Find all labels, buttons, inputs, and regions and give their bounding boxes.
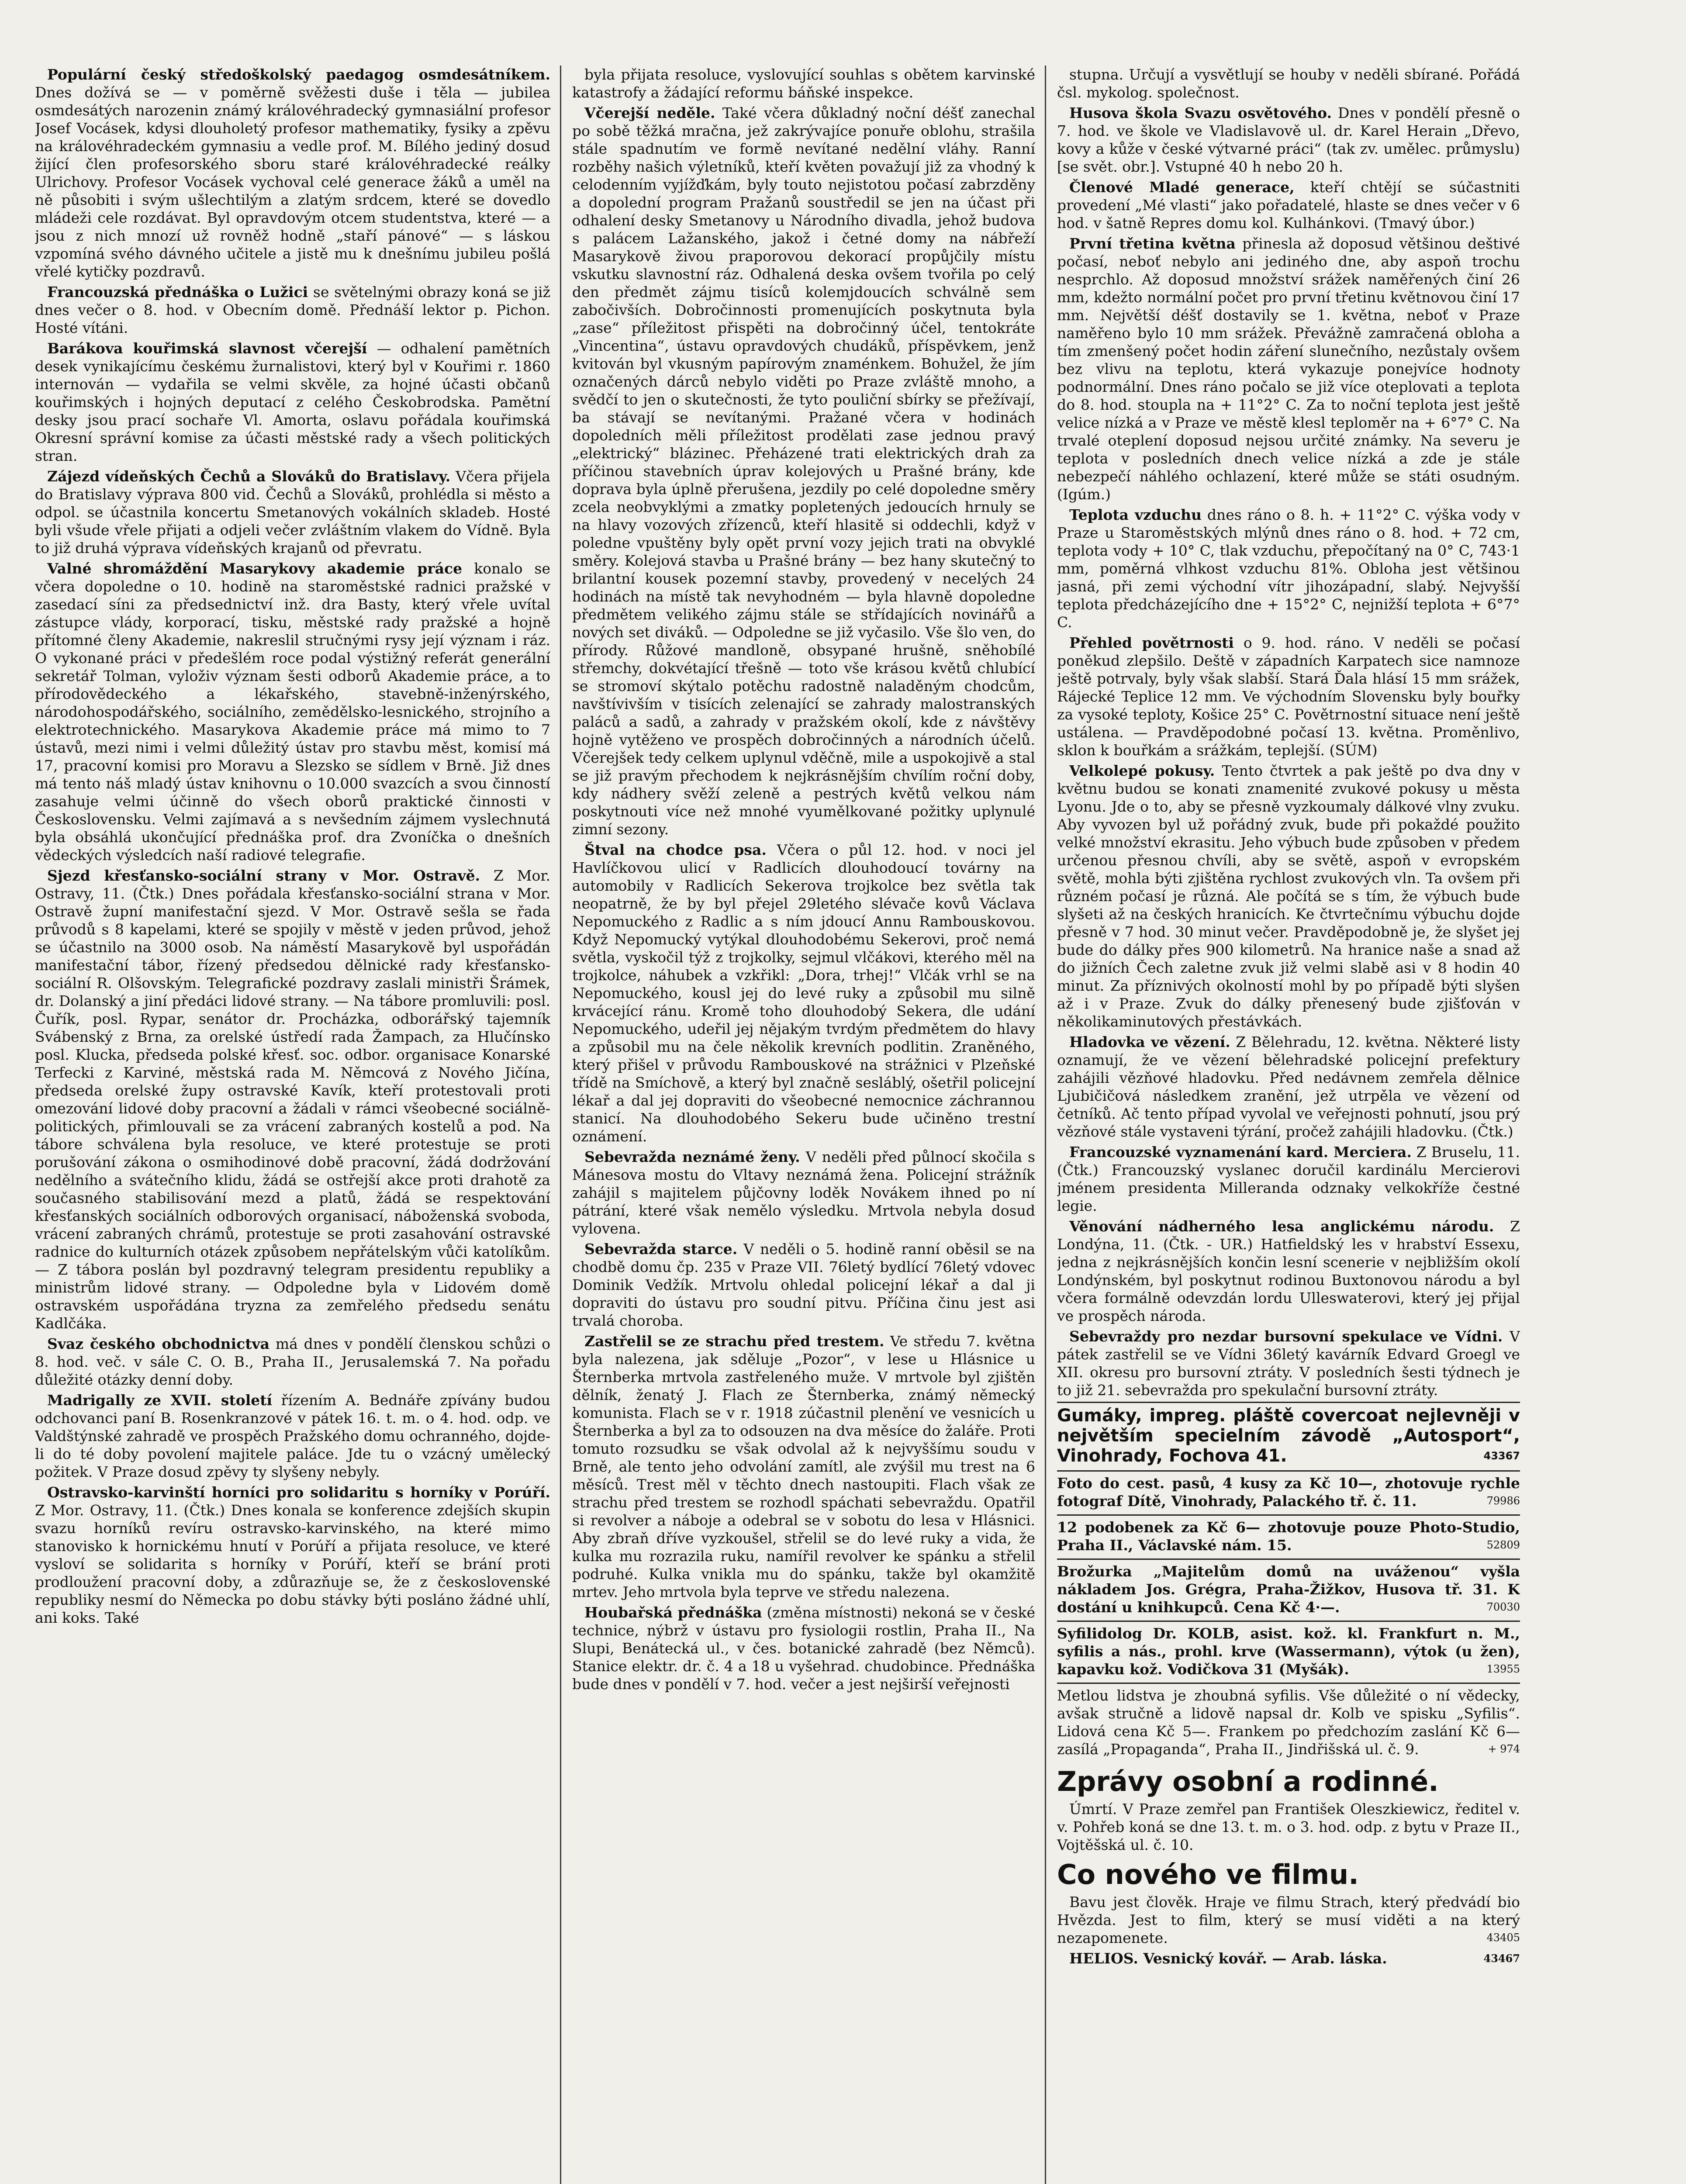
ad-gumaky: Gumáky, impreg. pláště covercoat nejlevněji v největším specielním závodě „Autosport“, Vinohrady, Fochova 41. 43367 — [1057, 1402, 1520, 1469]
article — [35, 1335, 550, 1389]
article — [35, 867, 550, 1332]
section-title-zpravy: Zprávy osobní a rodinné. — [1057, 1766, 1439, 1797]
article-text: Z Mor. Ostravy, 11. (Čtk.) Dnes konala se konference zdejších skupin svazu horníků revíru ostravsko-karvinského, na které mimo stanovisko k hornickému hnutí v Porúří a přijata resoluce, ve které vysloví se solidarita s horníky v Porúří, kteří se brání proti prodloužení pracovní doby, a zdůrazňuje se, že z československé republiky nesmí do Německa po dobu stávky býti posláno žádné uhlí, ani koks. Také — [35, 1502, 550, 1626]
article — [572, 1240, 1035, 1330]
article-headline: Husova škola Svazu osvětového. — [1069, 104, 1332, 121]
article — [35, 1391, 550, 1481]
article — [35, 283, 550, 337]
article — [35, 560, 550, 864]
article — [35, 66, 550, 280]
article-text: se světelnými obrazy koná se již dnes večer o 8. hod. v Obecním domě. Přednáší lektor p. Pichon. Hosté vítáni. — [35, 283, 550, 336]
article-headline: Členové Mladé generace, — [1069, 179, 1295, 196]
article-headline: Houbařská přednáška — [584, 1604, 762, 1621]
article-headline: Přehled povětrnosti — [1069, 634, 1234, 651]
ad-podobenky: 12 podobenek za Kč 6— zhotovuje pouze Photo-Studio, Praha II., Václavské nám. 15. 52809 — [1057, 1514, 1520, 1557]
article-text: Dnes v pondělí přesně o 7. hod. ve škole ve Vladislavově ul. dr. Karel Herain „Dřevo, kovy a kůže v české výtvarné práci“ (tak zv. umělec. průmyslu) [se svět. obr.]. Vstupné 40 h nebo 20 h. — [1057, 104, 1520, 175]
article — [1057, 235, 1520, 503]
ad-brozurka: Brožurka „Majitelům domů na uváženou“ vyšla nákladem Jos. Grégra, Praha-Žižkov, Husova tř. 31. K dostání u knihkupců. Cena Kč 4·—. 70030 — [1057, 1559, 1520, 1619]
article-headline: Madrigally ze XVII. století — [47, 1392, 273, 1409]
article — [1057, 1143, 1520, 1215]
article — [35, 467, 550, 557]
article-text: Také včera důkladný noční déšť zanechal po sobě těžká mračna, jež zakrývajíce ponuře oblohu, strašila stále spadnutím ve formě nevítané nedělní vláhy. Ranní rozběhy našich výletníků, kteří květen považují již za vhodný k celodenním vyjížďkám, byly touto nejistotou počasí zabrzděny a dopolední program Pražanů soustředil se jen na účast při odhalení desky Smetanovy u Národního divadla, jehož budova s palácem Lažanského, jakož i četné domy na nábřeží Masarykově živou praporovou dekorací propůjčily místu vskutku slavnostní ráz. Odhalená deska ovšem tvořila po celý den předmět zájmu tisíců kolemjdoucích schválně sem zabočivších. Dobročinnosti promenujících poskytnuta byla „zase“ příležitost přispěti na dobročinný účel, tentokráte „Vincentina“, ústavu opravdových chudáků, příspěvkem, jenž kvitován byl vkusným papírovým znaménkem. Bohužel, že jím označených dárců nebylo viděti po Praze zvláště mnoho, a svědčí to jen o skutečnosti, že tyto pouliční sbírky se přežívají, ba stávají se nevítanými. Pražané včera v hodinách dopoledních měli příležitost prodělati zase jednou pravý „elektrický“ blázinec. Přeházené trati elektrických drah za příčinou stavebních úprav kolejových u Prašné brány, kde doprava byla úplně přerušena, jezdily po celé dopoledne směry zcela neobvyklými a zmatky popletených jedoucích hrnuly se na hlavy vozových zřízenců, kteří hlasitě si oddechli, když v poledne vpuštěny byly opět první vozy jejich trati na obvyklé směry. Kolejová stavba u Prašné brány — bez hany skutečný to brilantní kousek pozemní stavby, provedený v necelých 24 hodinách na místě tak nevyhodném — byla hlavně dopoledne předmětem velikého zájmu stále se střídajících novinářů a nových set diváků. — Odpoledne se již vyčasilo. Vše šlo ven, do přírody. Růžové mandloně, obsypané hrušně, sněhobílé střemchy, dokvétající třešně — toto vše krásou květů chlubící se stromoví skýtalo potěchu radostně naladěným chodcům, navštívivším v tisících zelenající se zahrady malostranských paláců a sadů, a zahrady v pražském okolí, kde z návštěvy hojně vytěženo ve prospěch dobročinných a národních účelů. Včerejšek tedy celkem uplynul vděčně, mile a uspokojivě a stal se již pravým přechodem k nejkrásnějším chvílím roční doby, kdy nádhery svěží zeleně a pestrých květů velkou nám poskytnouti více než mnohé vyumělkované požitky uplynulé zimní sezony. — [572, 104, 1035, 838]
article-text: kteří chtějí se súčastniti provedení „Mé vlasti“ jako pořadatelé, hlaste se dnes večer v 6 hod. v šatně Repres domu kol. Kulhánkovi. (Tmavý úbor.) — [1057, 179, 1520, 232]
article-text: Z Bruselu, 11. (Čtk.) Francouzský vyslanec doručil kardinálu Mercierovi jménem presidenta Millerandа odznaky velkokříže čestné legie. — [1057, 1144, 1520, 1214]
article-headline: Štval na chodce psa. — [584, 841, 767, 858]
article-text: přinesla až doposud většinou deštivé počasí, neboť nebylo ani jediného dne, aby aspoň trochu nesprchlo. Až doposud množství srážek naměřených činí 26 mm, kdežto normální počet pro první třetinu květnovou činí 17 mm. Největší déšť dostavily se 1. května, neboť v Praze naměřeno bylo 10 mm srážek. Převážně zamračená obloha a tím zmenšený počet hodin záření slunečního, nezůstaly ovšem bez vlivu na teplotu, která vykazuje ponejvíce hodnoty podnormální. Dnes ráno počalo se již více oteplovati a teplota do 8. hod. stoupla na + 11°2° C. Za to noční teplota jest ještě velice nízká a v Praze ve městě klesl teploměr na + 6°7° C. Na trvalé oteplení doposud nejsou určité známky. Na severu je teplota v posledních dnech velice nízká a zde je stále nebezpečí náhlého ochlazení, které může se státi osudným. (Igúm.) — [1057, 235, 1520, 503]
article-headline: Francouzská přednáška o Lužici — [47, 283, 308, 301]
notice-film: Bavu jest člověk. Hraje ve filmu Strach, který předvádí bio Hvězda. Jest to film, který se musí viděti a na který nezapomenete. 43405 — [1057, 1894, 1520, 1946]
article-headline: Barákova kouřimská slavnost včerejší — [47, 340, 367, 357]
article-headline: Svaz českého obchodnictva — [47, 1335, 270, 1352]
article-headline: Sebevražda starce. — [584, 1241, 738, 1258]
article-headline: Populární český středoškolský paedagog osmdesátníkem. — [47, 66, 550, 83]
article — [572, 1332, 1035, 1601]
article-headline: Včerejší neděle. — [584, 104, 715, 121]
article-headline: Sebevraždy pro nezdar bursovní spekulace ve Vídni. — [1069, 1328, 1503, 1345]
article-headline: Věnování nádherného lesa anglickému národu. — [1069, 1218, 1494, 1235]
section-title-film: Co nového ve filmu. — [1057, 1859, 1359, 1890]
column-divider — [1045, 66, 1046, 2184]
article-headline: Zájezd vídeňských Čechů a Slováků do Bratislavy. — [47, 468, 451, 485]
column-3 — [1057, 66, 1520, 2184]
article-text: konalo se včera dopoledne o 10. hodině na staroměstské radnici pražské v zasedací síni za předsednictví inž. dra Basty, který vřele uvítal zástupce vlády, korporací, tisku, městské rady pražské a hojně přítomné členy Akademie, nakreslil stručnými rysy její význam i ráz. O vykonané práci v předešlém roce podal výstižný referát generální sekretář Tolman, vyloživ význam šesti odborů Akademie práce, a to přírodovědeckého a lékařského, stavebně-inženýrského, národohospodářského, sociálního, zemědělsko-lesnického, strojního a elektrotechnického. Masarykova Akademie práce má mimo to 7 ústavů, mezi nimi i velmi důležitý ústav pro stavbu měst, komisí má 17, pracovní komisi pro Moravu a Slezsko se sídlem v Brně. Již dnes má tento náš mladý ústav knihovnu o 10.000 svazcích a svou činností zasahuje velmi účinně do všech oborů praktické činnosti v Československu. Velmi zajímavá a s nevšedním zájmem vyslechnutá byla obsáhlá ukončující přednáška prof. dra Zvoníčka o dnešních vědeckých výsledcích naší radiové telegrafie. — [35, 560, 550, 864]
article-text: — odhalení pamětních desek vynikajícímu českému žurnalistovi, který byl v Kouřimi r. 1860 internován — vydařila se velmi skvěle, za hojné účasti občanů kouřimských i hojných deputací z celého Českobrodska. Pamětní desky jsou prací sochaře Vl. Amorta, oslavu pořádala kouřimská Okresní správní komise za účasti městské rady a všech politických stran. — [35, 340, 550, 464]
article-text: Ve středu 7. května byla nalezena, jak sděluje „Pozor“, v lese u Hlásnice u Šternberka mrtvola zastřeleného muže. V mrtvole byl zjištěn dělník, ženatý J. Flach ze Šternberka, známý německý komunista. Flach se v r. 1918 zúčastnil plenění ve vesnicích u Šternberka a byl za to odsouzen na dva měsíce do žaláře. Proti tomuto rozsudku se však odvolal až k nejvyššímu soudu v Brně, ale tento jeho odvolání zamítl, ale zvýšil mu trest na 6 měsíců. Trest měl v těchto dnech nastoupiti. Flach však ze strachu před trestem se rozhodl spáchati sebevraždu. Opatřil si revolver a náboje a odebral se v sobotu do lesa v Hlásnici. Aby zbraň dříve vyzkoušel, střelil se do levé ruky a vida, že kulka mu rozrazila ruku, namířil revolver ke spánku a střelil podruhé. Kulka vnikla mu do spánku, takže byl okamžitě mrtev. Jeho mrtvola byla teprve ve středu nalezena. — [572, 1333, 1035, 1600]
article — [1057, 178, 1520, 232]
article-text: V neděli před půlnocí skočila s Mánesova mostu do Vltavy neznámá žena. Policejní strážník zahájil s majitelem půjčovny loděk Novákem ihned po ní pátrání, které však nemělo výsledku. Mrtvola nebyla dosud vylovena. — [572, 1148, 1035, 1237]
article — [1057, 634, 1520, 759]
article — [572, 1603, 1035, 1693]
article-text: o 9. hod. ráno. V neděli se počasí poněkud zlepšilo. Deště v západních Karpatech sice namnoze ještě potrvaly, byly však slabší. Stará Ďala hlásí 15 mm srážek, Rájecké Teplice 12 mm. Ve východním Slovensku byly bouřky za vysoké teploty, Košice 25° C. Povětrnostní situace není ještě ustálena. — Pravděpodobné počasí 13. května. Proměnlivo, sklon k bouřkám a srážkám, teplejší. (SÚM) — [1057, 634, 1520, 759]
article-headline: Francouzské vyznamenání kard. Merciera. — [1069, 1144, 1412, 1161]
article-text: Včera o půl 12. hod. v noci jel Havlíčkovou ulicí v Radlicích dlouhodoucí továrny na automobily v Radlicích Sekerova trojkolce bez světla tak neopatrně, že by byl přejel 29letého slévače kovů Václava Nepomuckého z Radlic a s ním jdoucí Annu Rambouskovou. Když Nepomucký vytýkal dlouhodobému Sekerovi, proč nemá světla, vyskočil týž z trojkolky, sejmul vlčákovi, kterého měl na trojkolce, náhubek a vzkřikl: „Dora, trhej!“ Vlčák vrhl se na Nepomuckého, kousl jej do levé ruky a způsobil mu silně krvácející ránu. Kromě toho dlouhodobý Sekera, dle udání Nepomuckého, udeřil jej nějakým tvrdým předmětem do hlavy a způsobil mu na čele několik krevních podlitin. Zraněného, který přišel v průvodu Rambouskové na strážnici v Plzeňské třídě na Smíchově, a který byl značně sesláblý, ošetřil policejní lékař a dal jej dopraviti do všeobecné nemocnice záchrannou stanicí. Na dlouhodobého Sekeru bude učiněno trestní oznámení. — [572, 841, 1035, 1145]
article — [1057, 762, 1520, 1030]
column-divider — [560, 66, 561, 2184]
article-headline: Ostravsko-karvinští horníci pro solidaritu s horníky v Porúří. — [47, 1484, 550, 1501]
column-1 — [35, 66, 550, 2184]
article-text: Z Mor. Ostravy, 11. (Čtk.) Dnes pořádala křesťansko-sociální strana v Mor. Ostravě župní manifestační sjezd. V Mor. Ostravě sešla se řada průvodů s 8 kapelami, které se spojily v městě v jeden průvod, jehož se účastnilo na 3000 osob. Na náměstí Masarykově byl uspořádán manifestační tábor, řízený předsedou dělnické rady křesťansko-sociální R. Olšovským. Telegrafické pozdravy zaslali ministři Šrámek, dr. Dolanský a jiní předáci lidové strany. — Na tábore promluvili: posl. Čuřík, posl. Rypar, senátor dr. Procházka, odborářský tajemník Svábenský z Brna, za orelské ústředí rada Žampach, za Hlučínsko posl. Klucka, předseda polské křesť. soc. odbor. organisace Konarské Terfecki z Karviné, městská rada M. Němcová z Nového Jičína, předseda orelské župy ostravské Kavík, kteří protestovali proti omezování lidové doby pracovní a žádali v rámci všeobecné sociálně-politických, přimlouvali se za vrácení zabraných kostelů a pod. Na tábore schválena byla resoluce, ve které protestuje se proti porušování zákona o osmihodinové době pracovní, žádá dodržování nedělního a svátečního klidu, žádá se ostřejší akce proti drahotě za současného stabilisování mezd a platů, žádá se respektování křesťanských sociálních odborových organisací, náboženská svoboda, vrácení zabraných chrámů, protestuje se proti zasahování ostravské radnice do kulturních otázek způsobem nepřátelským vůči katolíkům. — Z tábora poslán byl pozdravný telegram presidentu republiky a ministrům lidové strany. — Odpoledne byla v Lidovém domě ostravském uspořádána tryzna za zemřelého předsedu senátu Kadlčáka. — [35, 867, 550, 1332]
article-headline: Hladovka ve vězení. — [1069, 1033, 1230, 1051]
article-headline: První třetina května — [1069, 235, 1236, 252]
ads-block — [1057, 1402, 1520, 1967]
ad-foto: Foto do cest. pasů, 4 kusy za Kč 10—, zhotovuje rychle fotograf Dítě, Vinohrady, Palackého tř. č. 11. 79986 — [1057, 1470, 1520, 1513]
article — [1057, 506, 1520, 631]
ad-metlou: Metlou lidstva je zhoubná syfilis. Vše důležité o ní vědecky, avšak stručně a lidově napsal dr. Kolb ve spisku „Syfilis“. Lidová cena Kč 5—. Frankem po předchozím zaslání Kč 6— zasílá „Propaganda“, Praha II., Jindřišská ul. č. 9. + 974 — [1057, 1683, 1520, 1761]
article — [572, 841, 1035, 1145]
article — [1057, 1327, 1520, 1399]
article — [35, 339, 550, 465]
article-text: řízením A. Bednáře zpívány budou odchovanci paní B. Rosenkranzové v pátek 16. t. m. o 4. hod. odp. ve Valdštýnské zahradě ve prospěch Pražského domu ochranného, dojde-li do té doby povolení majitele paláce. Jde tu o vzácný umělecký požitek. V Praze dosud zpěvy ty slyšeny nebyly. — [35, 1392, 550, 1480]
article — [572, 66, 1035, 101]
article-headline: Sebevražda neznámé ženy. — [584, 1148, 800, 1165]
article — [1057, 66, 1520, 101]
article-text: Z Londýna, 11. (Čtk. - UR.) Hatfieldský les v hrabství Essexu, jedna z nejkrásnějších končin lesní scenerie v nejbližším okolí Londýnském, byl poskytnut rodinou Buxtonovou národu a byl včera formálně odevzdán lordu Ulleswaterovi, který jej přijal ve prospěch národa. — [1057, 1218, 1520, 1324]
article-text: stupna. Určují a vysvětlují se houby v neděli sbírané. Pořádá čsl. mykolog. společnost. — [1057, 66, 1520, 101]
article-headline: Valné shromáždění Masarykovy akademie práce — [47, 560, 463, 577]
article — [1057, 104, 1520, 176]
article-text: Tento čtvrtek a pak ještě po dva dny v květnu budou se konati znamenité zvukové pokusy u města Lyonu. Jde o to, aby se přesně vyzkoumaly dálkové vlny zvuku. Aby vyvozen byl už pořádný zvuk, bude při pokaždé použito velké množství ekrasitu. Jeho výbuch bude způsoben v předem určenou přesnou chvíli, aby se světě, aspoň v evropském světě, mohla býti zjištěna rychlost zvukových vln. Ta ovšem při různém počasí je různá. Ale počítá se s tím, že výbuch bude slyšeti až na českých hranicích. Ke čtvrtečnímu výbuchu dojde přesně v 7 hod. 30 minut večer. Pravděpodobně je, že slyšet jej bude do dálky přes 900 kilometrů. Na hranice naše a snad až do jižních Čech zaletne zvuk již velmi slabě asi v 8 hodin 40 minut. Za příznivých okolností mohl by po případě býti slyšen až i v Praze. Zvuk do dálky přenesený bude zjišťován v několikaminutových přestávkách. — [1057, 762, 1520, 1030]
article — [572, 104, 1035, 838]
column-2 — [572, 66, 1035, 2184]
article-headline: Velkolepé pokusy. — [1069, 762, 1215, 779]
article-text: V pátek zastřelil se ve Vídni 36letý kavárník Edvard Groegl ve XII. okresu pro bursovní ztráty. V posledních šesti týdnech je to již 21. sebevražda pro spekulační bursovní ztráty. — [1057, 1328, 1520, 1399]
article-text: dnes ráno o 8. h. + 11°2° C. výška vody v Praze u Staroměstských mlýnů dnes ráno o 8. hod. + 72 cm, teplota vody + 10° C, tlak vzduchu, přepočítaný na 0° C, 743·1 mm, poměrná vlhkost vzduchu 81%. Obloha jest většinou jasná, při zemi východní vítr jihozápadní, slabý. Nejvyšší teplota předcházejícího dne + 15°2° C, nejnižší teplota + 6°7° C. — [1057, 506, 1520, 631]
article-headline: Zastřelil se ze strachu před trestem. — [584, 1333, 884, 1350]
article-text: Z Bělehradu, 12. května. Některé listy oznamují, že ve vězení bělehradské policejní prefektury zahájili vězňové hladovku. Před nedávnem zemřela dělnice Ljubičičová následkem zranění, jež utrpěla ve vězení od četníků. Ač tento případ vyvolal ve veřejnosti pohnutí, jsou prý vězňové stále vystaveni týrání, pročež zahájili hladovku. (Čtk.) — [1057, 1033, 1520, 1140]
article — [1057, 1033, 1520, 1140]
article — [35, 1483, 550, 1627]
article — [572, 1148, 1035, 1237]
article-text: (změna místnosti) nekoná se v české technice, nýbrž v ústavu pro fysiologii rostlin, Praha II., Na Slupi, Benátecká ul., v čes. botanické zahradě (bez Němců). Stanice elektr. dr. č. 4 a 18 u vyšehrad. chudobince. Přednáška bude dnes v pondělí v 7. hod. večer a jest nejširší veřejnosti — [572, 1604, 1035, 1693]
article-text: byla přijata resoluce, vyslovující souhlas s obětem karvinské katastrofy a žádající reformu báňské inspekce. — [572, 66, 1035, 101]
notice-umrti: Úmrtí. V Praze zemřel pan František Oleszkiewicz, ředitel v. v. Pohřeb koná se dne 13. t. m. o 3. hod. odp. z bytu v Praze II., Vojtěšská ul. č. 10. — [1057, 1800, 1520, 1853]
article-text: V neděli o 5. hodině ranní oběsil se na chodbě domu čp. 235 v Praze VII. 76letý bydlící 76letý vdovec Dominik Vedžík. Mrtvolu ohledal policejní lékař a dal ji dopraviti do ústavu pro soudní pitvu. Příčina činu jest asi trvalá choroba. — [572, 1241, 1035, 1329]
article — [1057, 1217, 1520, 1325]
article-text: má dnes v pondělí členskou schůzi o 8. hod. več. v sále C. O. B., Praha II., Jerusalemská 7. Na pořadu důležité otázky denní doby. — [35, 1335, 550, 1388]
notice-helios: HELIOS. Vesnický kovář. — Arab. láska. 43467 — [1069, 1950, 1520, 1967]
article-text: Dnes dožívá se — v poměrně svěžesti duše i těla — jubilea osmdesátých narozenin známý královéhradecký gymnasiální profesor Josef Vocásek, kdysi dlouholetý profesor mathematiky, fysiky a zpěvu na královéhradeckém gymnasiu a vedle prof. M. Bílého jediný dosud žijící člen profesorského sboru staré královéhradecké reálky Ulrichovy. Profesor Vocásek vychoval celé generace žáků a uměl na ně působiti i svým ušlechtilým a zlatým srdcem, které se dovedlo mládeži cele rozdávat. Byl opravdovým otcem studentstva, které — a jsou z nich mnozí už rovněž hodně „staří pánové“ — s láskou vzpomíná svého dávného učitele a jistě mu k dnešnímu jubileu pošlá vřelé kytičky pozdravů. — [35, 84, 550, 280]
article-headline: Teplota vzduchu — [1069, 506, 1202, 523]
ad-syfilidolog: Syfilidolog Dr. KOLB, asist. kož. kl. Frankfurt n. M., syfilis a nás., prohl. krve (Wassermann), výtok (u žen), kapavku kož. Vodičkova 31 (Myšák). 13955 — [1057, 1621, 1520, 1681]
article-headline: Sjezd křesťansko-sociální strany v Mor. Ostravě. — [47, 867, 480, 884]
article-text: Včera přijela do Bratislavy výprava 800 vid. Čechů a Slováků, prohlédla si město a odpol. se účastnila koncertu Smetanových vokálních skladeb. Hosté byli všude vřele přijati a odjeli večer zvláštním vlakem do Vídně. Byla to již druhá výprava vídeňských krajanů od převratu. — [35, 468, 550, 556]
